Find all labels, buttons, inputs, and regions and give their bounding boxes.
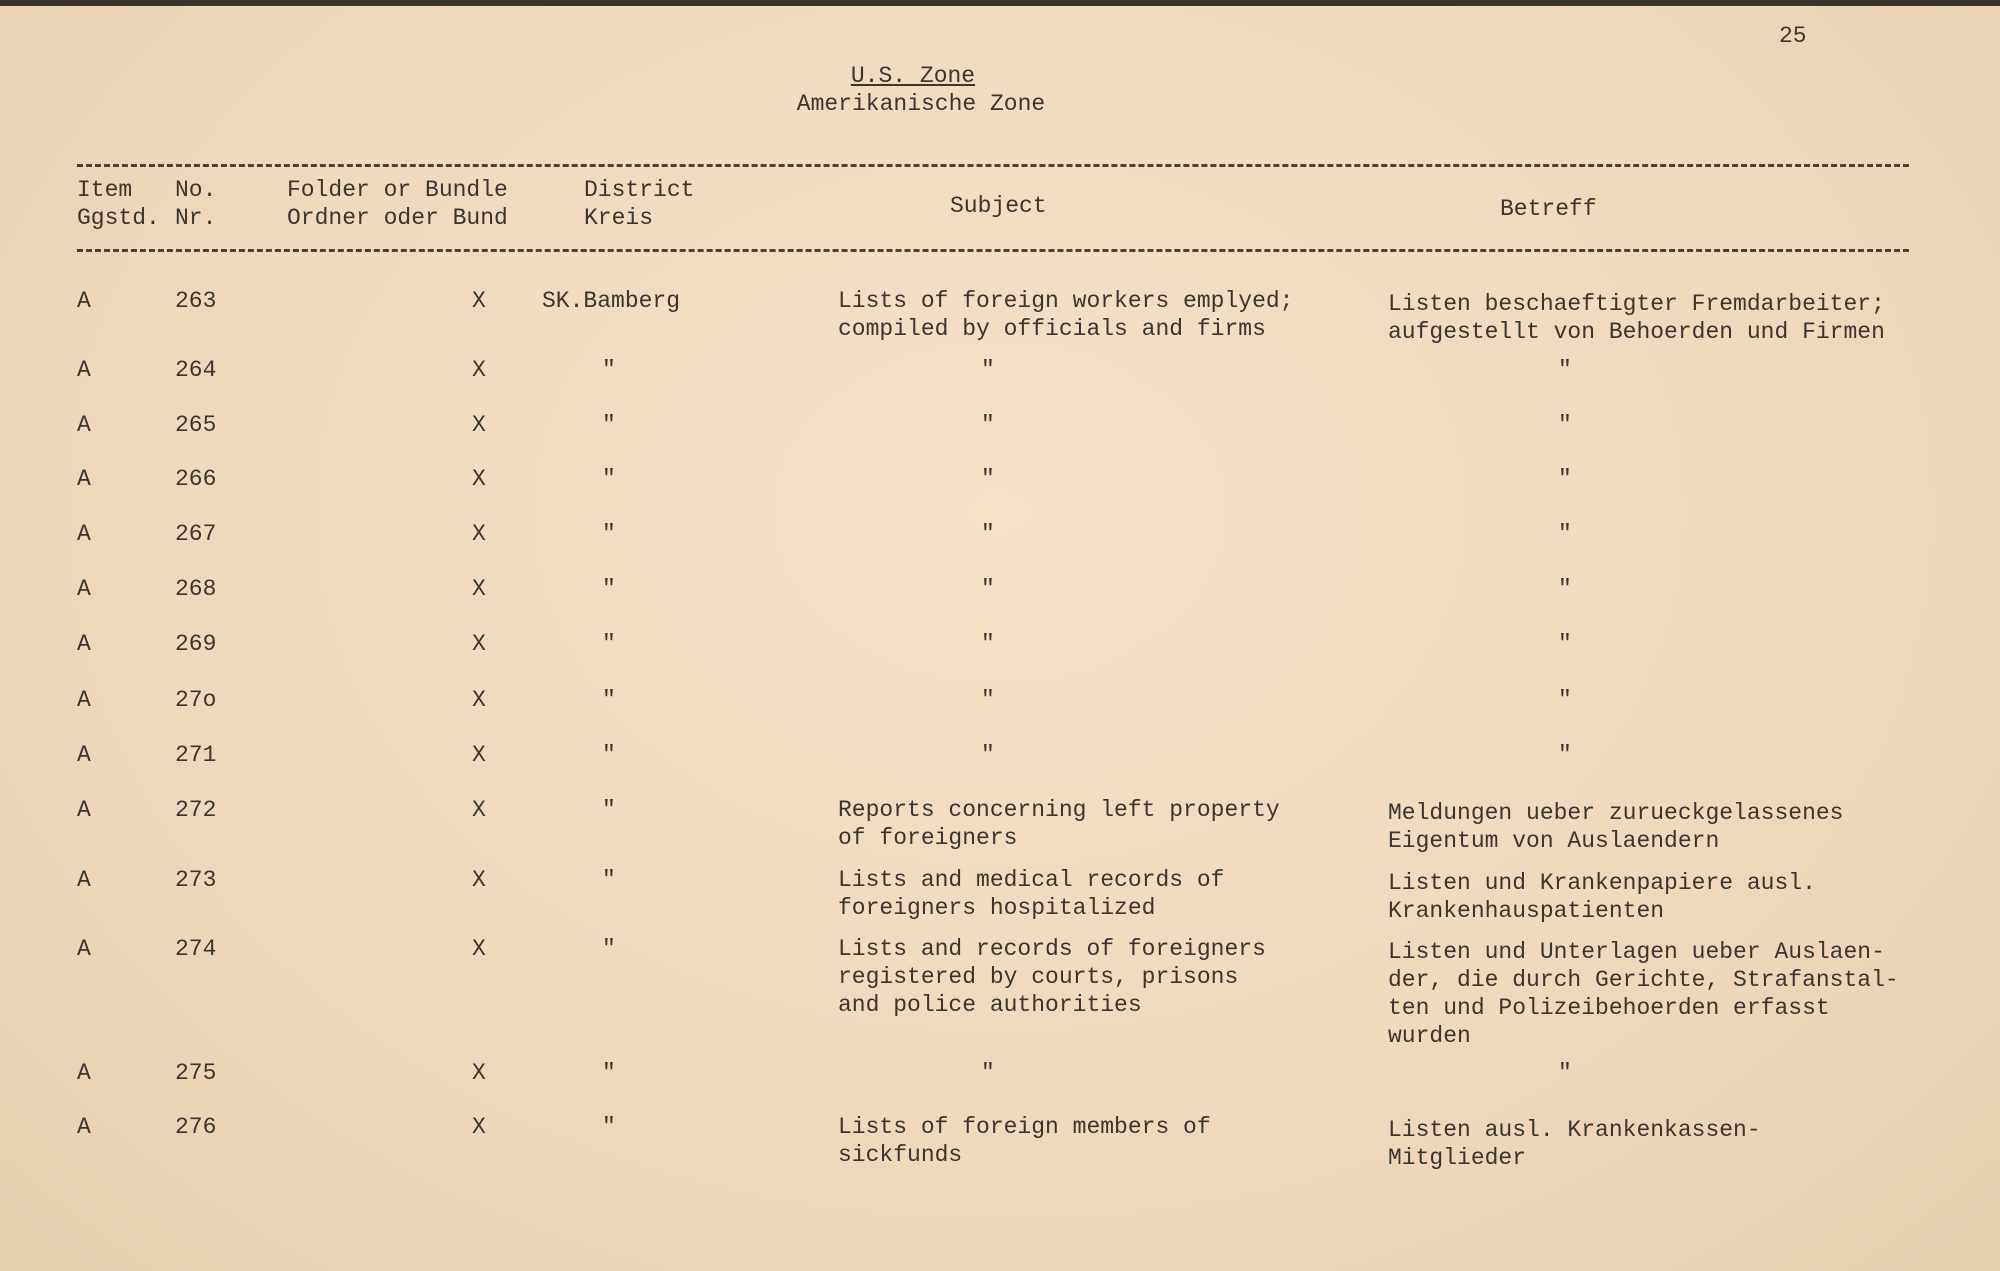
cell-item: A [77, 288, 91, 314]
cell-subject: " [981, 742, 995, 768]
cell-district: " [602, 867, 616, 893]
cell-betreff: Meldungen ueber zurueckgelassenes Eigentum von Auslaendern [1388, 800, 1844, 854]
cell-betreff: Listen ausl. Krankenkassen- Mitglieder [1388, 1117, 1761, 1171]
cell-district: " [602, 631, 616, 657]
cell-district: " [602, 466, 616, 492]
cell-subject: " [981, 1060, 995, 1086]
cell-subject: " [981, 576, 995, 602]
cell-folder: X [472, 521, 486, 547]
cell-number: 271 [175, 742, 217, 768]
header-folder-en: Folder or Bundle [287, 177, 508, 203]
cell-folder: X [472, 936, 486, 962]
cell-number: 269 [175, 631, 217, 657]
cell-district: " [602, 687, 616, 713]
cell-item: A [77, 742, 91, 768]
cell-number: 27o [175, 687, 217, 713]
cell-subject: Lists of foreign workers emplyed; compiled by officials and firms [838, 288, 1294, 342]
cell-number: 266 [175, 466, 217, 492]
header-divider-bottom [77, 249, 1909, 252]
header-divider-top [77, 164, 1909, 167]
cell-subject: " [981, 466, 995, 492]
cell-folder: X [472, 576, 486, 602]
cell-folder: X [472, 867, 486, 893]
cell-item: A [77, 631, 91, 657]
cell-item: A [77, 1060, 91, 1086]
page-number: 25 [1779, 23, 1807, 49]
header-no-de: Nr. [175, 205, 217, 231]
cell-district: " [602, 1114, 616, 1140]
cell-betreff: " [1558, 1060, 1572, 1086]
cell-item: A [77, 576, 91, 602]
cell-subject: Lists of foreign members of sickfunds [838, 1114, 1211, 1168]
cell-number: 263 [175, 288, 217, 314]
header-betreff: Betreff [1500, 196, 1597, 222]
document-page [0, 6, 2000, 1271]
cell-item: A [77, 412, 91, 438]
header-item-de: Ggstd. [77, 205, 160, 231]
cell-subject: Reports concerning left property of foreigners [838, 797, 1280, 851]
cell-district: " [602, 936, 616, 962]
document-subtitle: Amerikanische Zone [796, 91, 1046, 117]
cell-item: A [77, 1114, 91, 1140]
cell-district: " [602, 797, 616, 823]
cell-betreff: " [1558, 631, 1572, 657]
header-item-en: Item [77, 177, 133, 203]
cell-subject: Lists and medical records of foreigners hospitalized [838, 867, 1225, 921]
cell-number: 264 [175, 357, 217, 383]
cell-folder: X [472, 357, 486, 383]
cell-folder: X [472, 631, 486, 657]
cell-district: " [602, 742, 616, 768]
cell-betreff: Listen und Krankenpapiere ausl. Krankenhauspatienten [1388, 870, 1816, 924]
cell-folder: X [472, 1114, 486, 1140]
cell-item: A [77, 797, 91, 823]
cell-subject: " [981, 357, 995, 383]
cell-number: 265 [175, 412, 217, 438]
cell-folder: X [472, 412, 486, 438]
cell-number: 272 [175, 797, 217, 823]
header-district-de: Kreis [584, 205, 654, 231]
cell-subject: " [981, 631, 995, 657]
cell-betreff: Listen und Unterlagen ueber Auslaen- der, die durch Gerichte, Strafanstal- ten und Polizeibehoerden erfasst wurden [1388, 939, 1899, 1049]
cell-betreff: " [1558, 357, 1572, 383]
cell-folder: X [472, 1060, 486, 1086]
cell-folder: X [472, 288, 486, 314]
header-district-en: District [584, 177, 695, 203]
cell-number: 267 [175, 521, 217, 547]
cell-betreff: " [1558, 466, 1572, 492]
cell-district: " [602, 521, 616, 547]
header-no-en: No. [175, 177, 217, 203]
cell-item: A [77, 867, 91, 893]
cell-betreff: " [1558, 742, 1572, 768]
cell-betreff: Listen beschaeftigter Fremdarbeiter; aufgestellt von Behoerden und Firmen [1388, 291, 1885, 345]
cell-item: A [77, 357, 91, 383]
cell-number: 268 [175, 576, 217, 602]
cell-folder: X [472, 687, 486, 713]
cell-subject: " [981, 687, 995, 713]
cell-subject: " [981, 412, 995, 438]
cell-folder: X [472, 797, 486, 823]
cell-folder: X [472, 466, 486, 492]
cell-folder: X [472, 742, 486, 768]
cell-item: A [77, 936, 91, 962]
cell-number: 276 [175, 1114, 217, 1140]
cell-subject: Lists and records of foreigners registered by courts, prisons and police authorities [838, 936, 1266, 1018]
cell-betreff: " [1558, 521, 1572, 547]
cell-item: A [77, 466, 91, 492]
cell-district: " [602, 1060, 616, 1086]
cell-number: 275 [175, 1060, 217, 1086]
header-folder-de: Ordner oder Bund [287, 205, 508, 231]
cell-betreff: " [1558, 412, 1572, 438]
cell-number: 273 [175, 867, 217, 893]
cell-betreff: " [1558, 576, 1572, 602]
cell-subject: " [981, 521, 995, 547]
cell-betreff: " [1558, 687, 1572, 713]
cell-number: 274 [175, 936, 217, 962]
header-subject: Subject [950, 193, 1047, 219]
cell-district: " [602, 357, 616, 383]
cell-district: SK.Bamberg [542, 288, 681, 314]
document-title: U.S. Zone [850, 63, 976, 89]
cell-district: " [602, 576, 616, 602]
cell-item: A [77, 687, 91, 713]
cell-district: " [602, 412, 616, 438]
cell-item: A [77, 521, 91, 547]
